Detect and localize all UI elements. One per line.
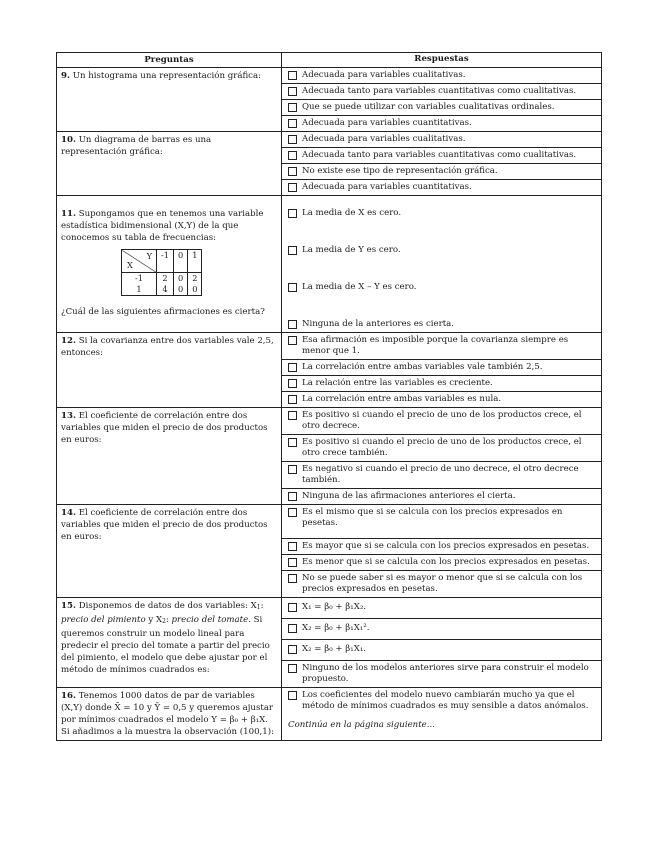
question-row-11 bbox=[57, 196, 602, 333]
answer-text: La relación entre las variables es creciente. bbox=[302, 378, 493, 388]
answer-text: Que se puede utilizar con variables cualitativas ordinales. bbox=[302, 102, 555, 112]
freq-cell: 4 bbox=[157, 284, 174, 296]
answer-text: Adecuada tanto para variables cuantitativas como cualitativas. bbox=[302, 86, 577, 96]
answer-option[interactable] bbox=[282, 539, 601, 555]
checkbox-icon[interactable] bbox=[288, 167, 297, 176]
checkbox-icon[interactable] bbox=[288, 87, 297, 96]
checkbox-icon[interactable] bbox=[288, 691, 297, 700]
answer-option[interactable] bbox=[282, 435, 601, 462]
answer-text: Es positivo si cuando el precio de uno de los productos crece, el otro decrece. bbox=[302, 410, 582, 431]
freq-cell: 2 bbox=[157, 273, 174, 285]
frequency-table bbox=[121, 249, 202, 296]
answer-text: Ninguno de los modelos anteriores sirve para construir el modelo propuesto. bbox=[302, 663, 589, 684]
x-value: -1 bbox=[122, 273, 157, 285]
freq-cell: 0 bbox=[173, 273, 187, 285]
checkbox-icon[interactable] bbox=[288, 624, 297, 633]
answers-16 bbox=[282, 688, 602, 741]
question-row-13 bbox=[57, 408, 602, 505]
answer-text: Los coeficientes del modelo nuevo cambiarán mucho ya que el método de mínimos cuadrados es muy sensible a datos anómalos. bbox=[302, 690, 589, 711]
question-number: 11. bbox=[61, 209, 76, 219]
answer-text: Ninguna de la anteriores es cierta. bbox=[302, 319, 455, 329]
question-text: Un diagrama de barras es una representación gráfica: bbox=[61, 135, 212, 157]
question-10 bbox=[57, 132, 282, 196]
question-text: Disponemos de datos de dos variables: X bbox=[78, 601, 257, 611]
answer-text: La media de X es cero. bbox=[302, 208, 402, 218]
answer-option[interactable] bbox=[282, 640, 601, 661]
answers-14 bbox=[282, 505, 602, 598]
answer-option[interactable] bbox=[282, 280, 601, 295]
checkbox-icon[interactable] bbox=[288, 574, 297, 583]
checkbox-icon[interactable] bbox=[288, 395, 297, 404]
checkbox-icon[interactable] bbox=[288, 283, 297, 292]
answers-9 bbox=[282, 68, 602, 132]
answer-text: Adecuada para variables cualitativas. bbox=[302, 134, 466, 144]
answer-option[interactable] bbox=[282, 555, 601, 571]
answer-option[interactable] bbox=[282, 505, 601, 539]
x-label: X bbox=[127, 260, 133, 270]
answer-option[interactable] bbox=[282, 333, 601, 360]
checkbox-icon[interactable] bbox=[288, 645, 297, 654]
questions-header: Preguntas bbox=[57, 53, 282, 68]
question-row-15 bbox=[57, 598, 602, 688]
answer-option[interactable] bbox=[282, 489, 601, 504]
answer-text: La correlación entre ambas variables es nula. bbox=[302, 394, 502, 404]
answers-13 bbox=[282, 408, 602, 505]
answer-option[interactable] bbox=[282, 661, 601, 687]
question-row-16 bbox=[57, 688, 602, 741]
question-13 bbox=[57, 408, 282, 505]
question-text: Un histograma una representación gráfica: bbox=[72, 71, 262, 81]
question-prompt: ¿Cuál de las siguientes afirmaciones es cierta? bbox=[61, 307, 265, 317]
answer-option[interactable] bbox=[282, 84, 601, 100]
checkbox-icon[interactable] bbox=[288, 209, 297, 218]
x-value: 1 bbox=[122, 284, 157, 296]
answer-text: Adecuada para variables cuantitativas. bbox=[302, 118, 472, 128]
question-number: 13. bbox=[61, 411, 76, 421]
checkbox-icon[interactable] bbox=[288, 603, 297, 612]
question-row-10 bbox=[57, 132, 602, 196]
answer-option[interactable] bbox=[282, 462, 601, 489]
answer-option[interactable] bbox=[282, 68, 601, 84]
answer-option[interactable] bbox=[282, 392, 601, 407]
checkbox-icon[interactable] bbox=[288, 135, 297, 144]
checkbox-icon[interactable] bbox=[288, 336, 297, 345]
question-text: Si la covarianza entre dos variables vale 2,5, entonces: bbox=[61, 336, 274, 358]
variable-name: precio del pimiento bbox=[61, 615, 146, 625]
answers-10 bbox=[282, 132, 602, 196]
answers-15 bbox=[282, 598, 602, 688]
question-16 bbox=[57, 688, 282, 741]
answer-option[interactable] bbox=[282, 132, 601, 148]
question-text: : bbox=[165, 615, 172, 625]
answer-option[interactable] bbox=[282, 243, 601, 258]
answer-text: Es positivo si cuando el precio de uno de los productos crece, el otro crece también. bbox=[302, 437, 582, 458]
question-text: Supongamos que en tenemos una variable estadística bidimensional (X,Y) de la que conocemos su tabla de frecuencias: bbox=[61, 209, 264, 243]
answer-text: Es mayor que si se calcula con los precios expresados en pesetas. bbox=[302, 541, 590, 551]
y-label: Y bbox=[146, 251, 152, 261]
answer-option[interactable] bbox=[282, 317, 601, 332]
checkbox-icon[interactable] bbox=[288, 183, 297, 192]
answer-option[interactable] bbox=[282, 164, 601, 180]
question-number: 15. bbox=[61, 601, 76, 611]
checkbox-icon[interactable] bbox=[288, 508, 297, 517]
freq-cell: 0 bbox=[188, 284, 202, 296]
question-number: 10. bbox=[61, 135, 76, 145]
question-text: El coeficiente de correlación entre dos variables que miden el precio de dos productos en euros: bbox=[61, 411, 268, 445]
checkbox-icon[interactable] bbox=[288, 71, 297, 80]
freq-cell: 2 bbox=[188, 273, 202, 285]
checkbox-icon[interactable] bbox=[288, 363, 297, 372]
checkbox-icon[interactable] bbox=[288, 411, 297, 420]
checkbox-icon[interactable] bbox=[288, 438, 297, 447]
answer-text: Esa afirmación es imposible porque la covarianza siempre es menor que 1. bbox=[302, 335, 569, 356]
subscript: 1 bbox=[256, 604, 261, 611]
question-text: Tenemos 1000 datos de par de variables (X,Y) donde X̄ = 10 y Ȳ = 0,5 y queremos ajustar por mínimos cuadrados el modelo Y = β₀ + β₁X. Si añadimos a la muestra la observación (100,1): bbox=[61, 691, 274, 737]
answer-text: Adecuada para variables cuantitativas. bbox=[302, 182, 472, 192]
answers-11 bbox=[282, 196, 602, 333]
question-14 bbox=[57, 505, 282, 598]
checkbox-icon[interactable] bbox=[288, 542, 297, 551]
question-row-9 bbox=[57, 68, 602, 132]
freq-cell: 0 bbox=[173, 284, 187, 296]
answer-option[interactable] bbox=[282, 598, 601, 619]
question-15 bbox=[57, 598, 282, 688]
checkbox-icon[interactable] bbox=[288, 558, 297, 567]
answer-text: Es negativo si cuando el precio de uno decrece, el otro decrece también. bbox=[302, 464, 579, 485]
checkbox-icon[interactable] bbox=[288, 320, 297, 329]
answer-text: Ninguna de las afirmaciones anteriores el cierta. bbox=[302, 491, 516, 501]
checkbox-icon[interactable] bbox=[288, 492, 297, 501]
question-number: 12. bbox=[61, 336, 76, 346]
answer-option[interactable] bbox=[282, 206, 601, 221]
checkbox-icon[interactable] bbox=[288, 379, 297, 388]
checkbox-icon[interactable] bbox=[288, 119, 297, 128]
y-value: 0 bbox=[173, 250, 187, 273]
answer-option[interactable] bbox=[282, 116, 601, 131]
question-text: El coeficiente de correlación entre dos variables que miden el precio de dos productos en euros: bbox=[61, 508, 268, 542]
question-number: 14. bbox=[61, 508, 76, 518]
answer-option[interactable] bbox=[282, 100, 601, 116]
answer-text: Es el mismo que si se calcula con los precios expresados en pesetas. bbox=[302, 507, 563, 528]
question-text: : bbox=[260, 601, 264, 611]
answer-text: La media de X – Y es cero. bbox=[302, 282, 417, 292]
variable-name: precio del tomate bbox=[171, 615, 249, 625]
answer-option[interactable] bbox=[282, 571, 601, 597]
answer-text: Adecuada tanto para variables cuantitativas como cualitativas. bbox=[302, 150, 577, 160]
answer-text: No se puede saber si es mayor o menor que si se calcula con los precios expresados en pesetas. bbox=[302, 573, 583, 594]
checkbox-icon[interactable] bbox=[288, 465, 297, 474]
checkbox-icon[interactable] bbox=[288, 246, 297, 255]
question-12 bbox=[57, 333, 282, 408]
question-text: . Si queremos construir un modelo lineal para predecir el precio del tomate a partir del precio del pimiento, el modelo que debe ajustar por el método de mínimos cuadrados es: bbox=[61, 615, 270, 675]
answer-text: Es menor que si se calcula con los precios expresados en pesetas. bbox=[302, 557, 590, 567]
answer-option[interactable] bbox=[282, 376, 601, 392]
answer-text: La media de Y es cero. bbox=[302, 245, 401, 255]
y-value: -1 bbox=[157, 250, 174, 273]
answer-text: Adecuada para variables cualitativas. bbox=[302, 70, 466, 80]
checkbox-icon[interactable] bbox=[288, 151, 297, 160]
answer-formula: X₁ = β₀ + β₁X₂. bbox=[302, 602, 367, 612]
answer-formula: X₂ = β₀ + β₁X₁². bbox=[302, 623, 370, 633]
subscript: 2 bbox=[162, 618, 166, 625]
answer-option[interactable] bbox=[282, 688, 601, 714]
answer-text: No existe ese tipo de representación gráfica. bbox=[302, 166, 498, 176]
answer-option[interactable] bbox=[282, 408, 601, 435]
continued-note: Continúa en la página siguiente... bbox=[288, 720, 435, 730]
answer-text: La correlación entre ambas variables vale también 2,5. bbox=[302, 362, 543, 372]
answers-header: Respuestas bbox=[282, 53, 602, 68]
answer-option[interactable] bbox=[282, 180, 601, 195]
question-row-14 bbox=[57, 505, 602, 598]
question-number: 9. bbox=[61, 71, 70, 81]
question-9 bbox=[57, 68, 282, 132]
answer-option[interactable] bbox=[282, 619, 601, 640]
header-row bbox=[57, 53, 602, 68]
exam-table bbox=[56, 52, 602, 741]
question-text: y X bbox=[145, 615, 163, 625]
answers-12 bbox=[282, 333, 602, 408]
checkbox-icon[interactable] bbox=[288, 664, 297, 673]
answer-formula: X₂ = β₀ + β₁X₁. bbox=[302, 644, 367, 654]
checkbox-icon[interactable] bbox=[288, 103, 297, 112]
question-row-12 bbox=[57, 333, 602, 408]
question-number: 16. bbox=[61, 691, 76, 701]
table-corner bbox=[122, 250, 157, 273]
answer-option[interactable] bbox=[282, 360, 601, 376]
answer-option[interactable] bbox=[282, 148, 601, 164]
y-value: 1 bbox=[188, 250, 202, 273]
question-11 bbox=[57, 196, 282, 333]
